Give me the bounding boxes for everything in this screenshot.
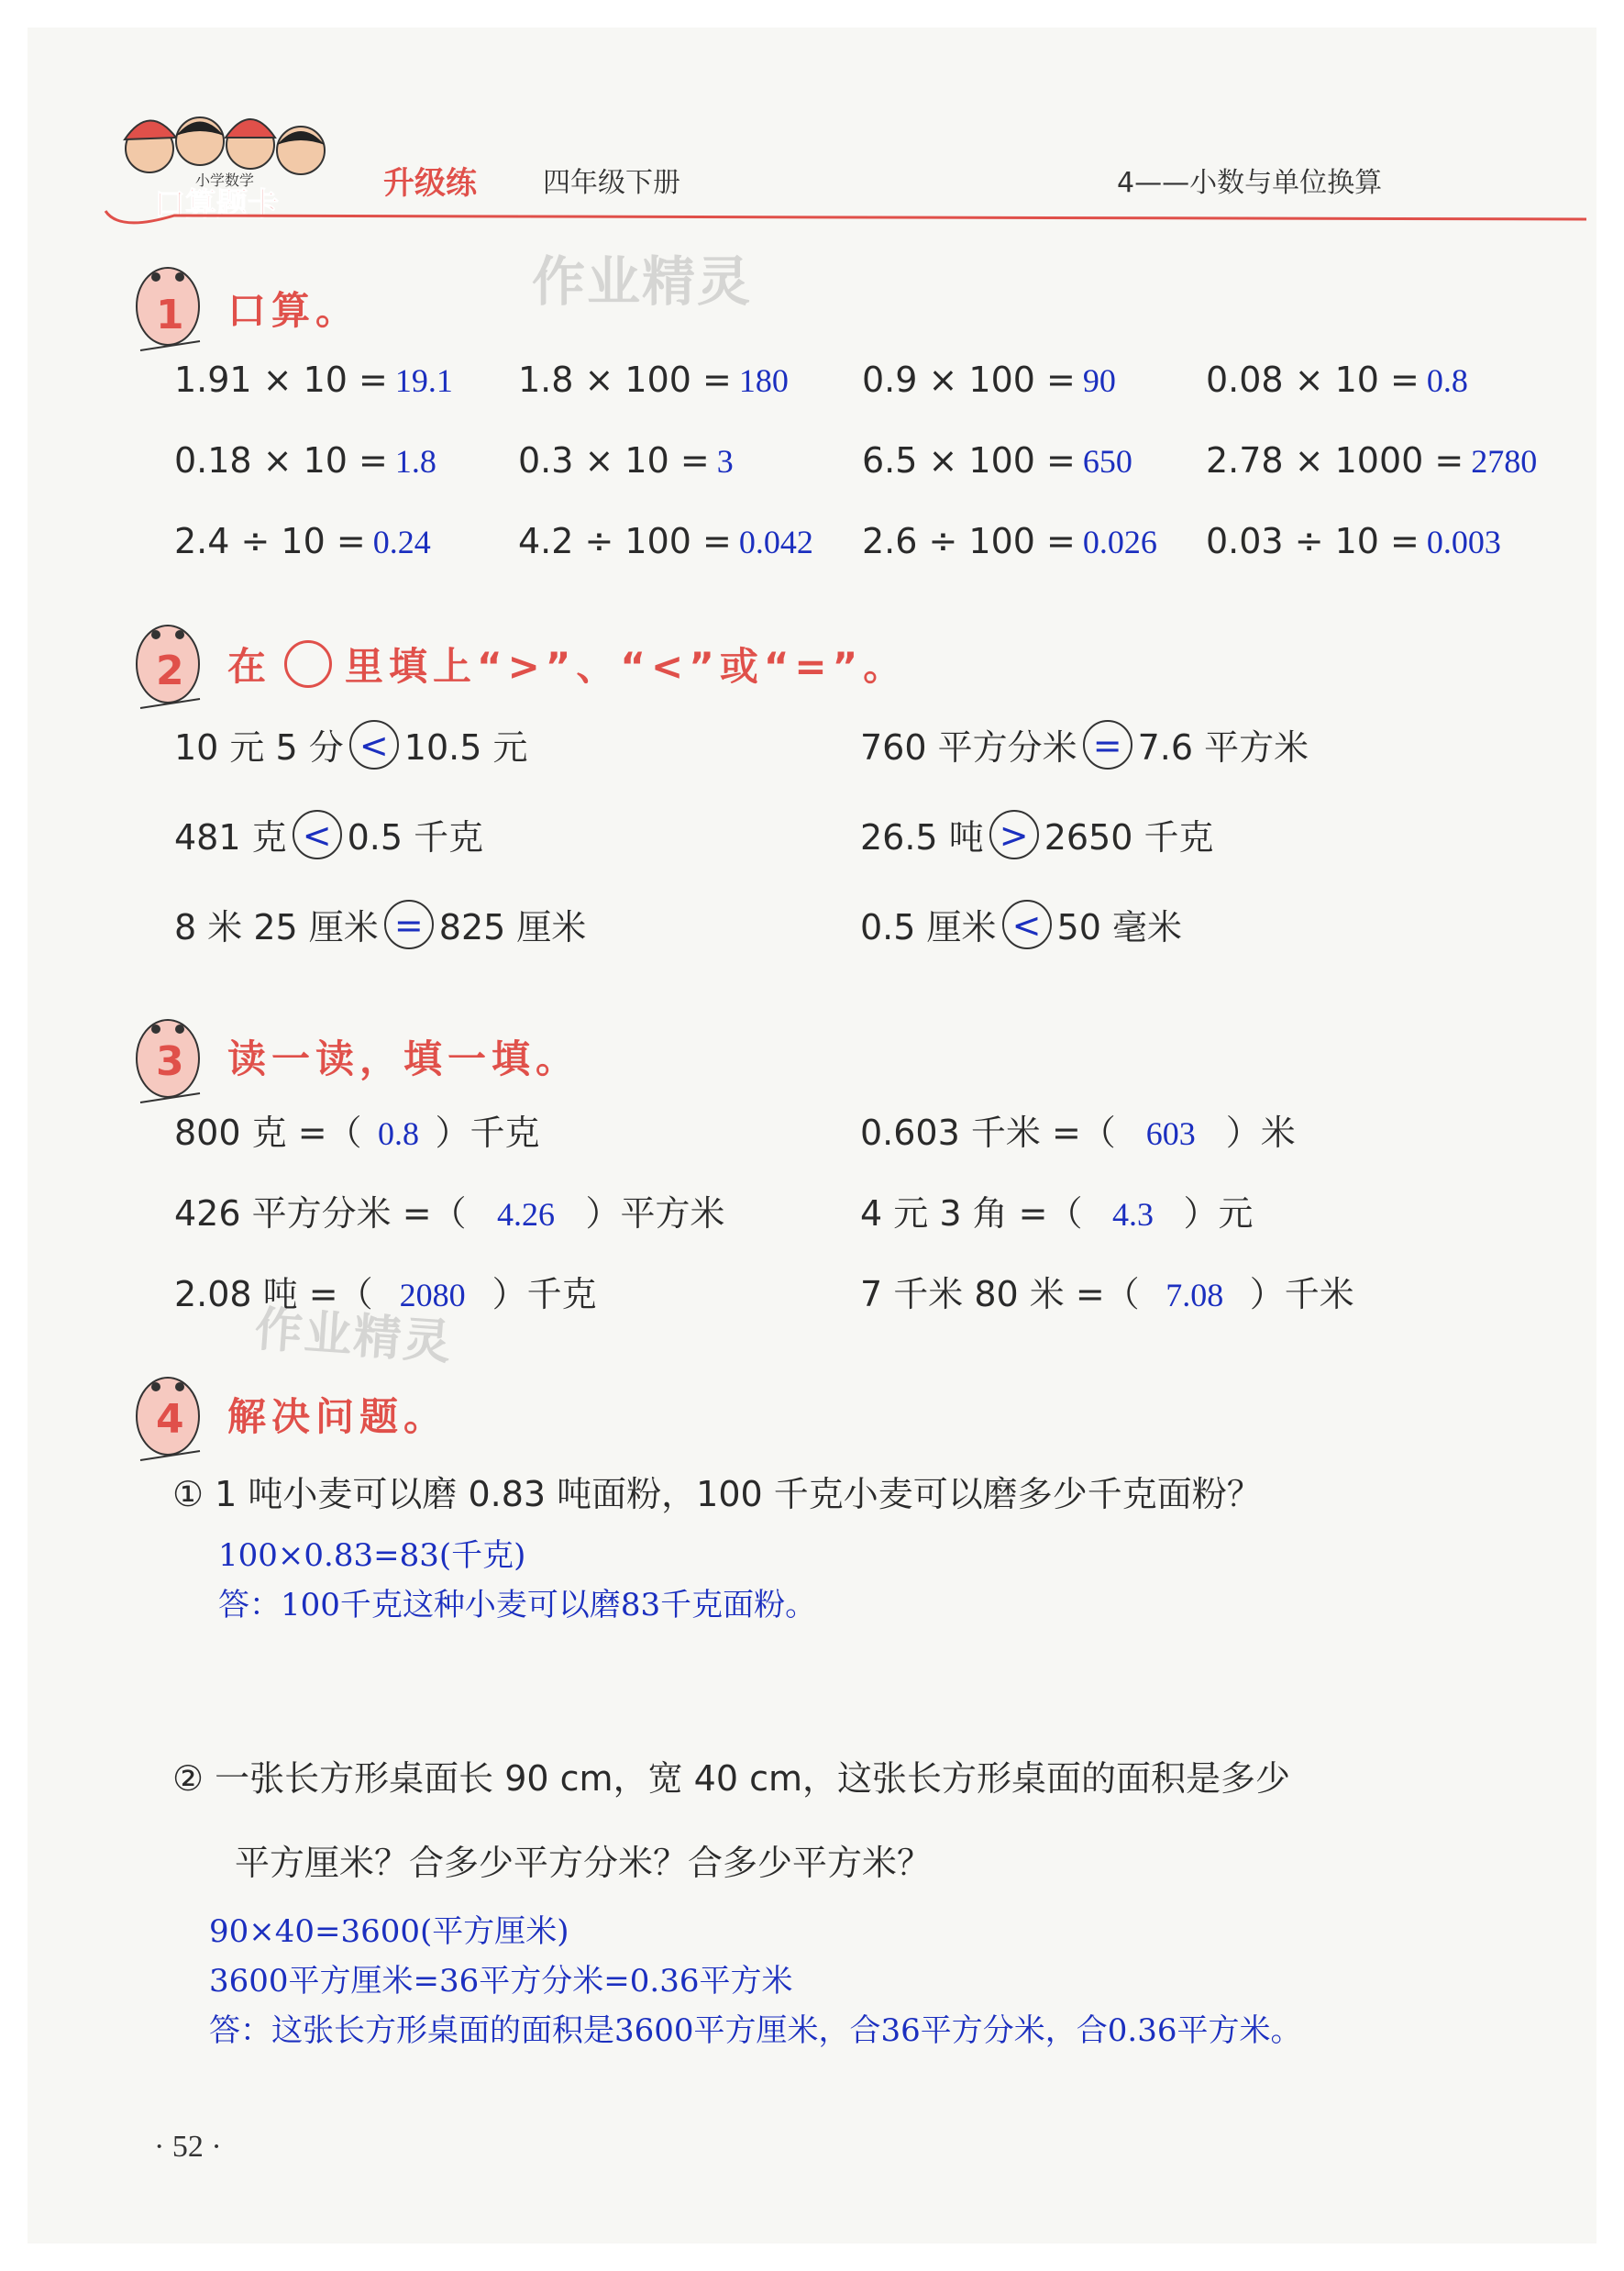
calc-expression: 0.3 × 10 = — [518, 440, 710, 481]
compare-item — [174, 899, 586, 949]
fill-answer: 603 — [1145, 1115, 1196, 1152]
fill-answer: 4.26 — [497, 1196, 556, 1233]
calc-expression: 4.2 ÷ 100 = — [518, 521, 732, 561]
calc-answer: 650 — [1082, 443, 1132, 480]
calc-expression: 0.03 ÷ 10 = — [1206, 521, 1420, 561]
compare-sign: < — [293, 810, 342, 859]
problem-1-question: ① 1 吨小麦可以磨 0.83 吨面粉，100 千克小麦可以磨多少千克面粉？ — [172, 1474, 1262, 1514]
problem-2-question-line2: 平方厘米？合多少平方分米？合多少平方米？ — [235, 1843, 933, 1883]
calc-item — [174, 440, 436, 481]
calc-answer: 0.24 — [372, 524, 431, 560]
calc-expression: 2.4 ÷ 10 = — [174, 521, 366, 561]
fill-left: 0.603 千米 =（ — [860, 1113, 1116, 1153]
compare-left: 481 克 — [174, 817, 287, 858]
calc-answer: 1.8 — [394, 443, 436, 480]
calc-answer: 2780 — [1471, 443, 1538, 480]
section-4-title: 解决问题。 — [227, 1394, 448, 1439]
section-2-number: 2 — [156, 648, 184, 694]
problem-1-answer-text: 答：100千克这种小麦可以磨83千克面粉。 — [218, 1587, 817, 1623]
fill-right: ）千克 — [492, 1274, 597, 1314]
fill-answer: 2080 — [399, 1277, 466, 1313]
compare-right: 2650 千克 — [1044, 817, 1214, 858]
calc-expression: 2.6 ÷ 100 = — [862, 521, 1076, 561]
fill-left: 800 克 =（ — [174, 1113, 362, 1153]
compare-right: 7.6 平方米 — [1137, 727, 1309, 768]
fill-answer: 0.8 — [378, 1115, 420, 1152]
calc-item — [518, 440, 734, 481]
fill-right: ）平方米 — [585, 1193, 725, 1234]
header-grade: 四年级下册 — [543, 167, 680, 199]
problem-2-answer-convert: 3600平方厘米=36平方分米=0.36平方米 — [209, 1963, 793, 2000]
calc-item — [862, 440, 1132, 481]
problem-1-answer-calc: 100×0.83=83(千克) — [218, 1537, 526, 1574]
compare-left: 0.5 厘米 — [860, 907, 997, 947]
calc-answer: 19.1 — [394, 362, 453, 399]
fill-item — [860, 1185, 1254, 1235]
compare-right: 825 厘米 — [438, 907, 587, 947]
fill-answer: 7.08 — [1166, 1277, 1224, 1313]
compare-sign: < — [349, 720, 399, 770]
problem-2-answer-text: 答：这张长方形桌面的面积是3600平方厘米，合36平方分米，合0.36平方米。 — [209, 2012, 1302, 2049]
compare-right: 0.5 千克 — [347, 817, 484, 858]
compare-sign: = — [384, 900, 434, 949]
section-1-title: 口算。 — [227, 288, 360, 333]
calc-expression: 0.18 × 10 = — [174, 440, 388, 481]
calc-answer: 3 — [716, 443, 734, 480]
fill-left: 2.08 吨 =（ — [174, 1274, 373, 1314]
compare-item — [860, 719, 1309, 770]
calc-item — [1206, 440, 1537, 481]
section-3-number: 3 — [156, 1038, 184, 1085]
compare-sign: = — [1083, 720, 1132, 770]
section-2-title — [227, 637, 907, 692]
compare-left: 26.5 吨 — [860, 817, 984, 858]
page-number: · 52 · — [154, 2130, 222, 2164]
section-1-number: 1 — [156, 292, 184, 338]
calc-expression: 0.08 × 10 = — [1206, 360, 1420, 400]
fill-item — [174, 1266, 597, 1316]
compare-left: 10 元 5 分 — [174, 727, 344, 768]
fill-left: 426 平方分米 =（ — [174, 1193, 467, 1234]
calc-item — [1206, 360, 1468, 400]
logo-kids-icon — [108, 84, 374, 222]
section-3-title: 读一读，填一填。 — [227, 1036, 580, 1081]
compare-item — [860, 899, 1182, 949]
section-2-title-pre: 在 — [227, 644, 272, 689]
calc-answer: 0.026 — [1082, 524, 1157, 560]
calc-item — [174, 360, 453, 400]
calc-expression: 6.5 × 100 = — [862, 440, 1076, 481]
fill-right: ）千克 — [435, 1113, 540, 1153]
compare-right: 50 毫米 — [1056, 907, 1182, 947]
fill-answer: 4.3 — [1112, 1196, 1154, 1233]
calc-expression: 1.91 × 10 = — [174, 360, 388, 400]
calc-answer: 0.042 — [738, 524, 813, 560]
fill-left: 7 千米 80 米 =（ — [860, 1274, 1140, 1314]
calc-answer: 0.003 — [1426, 524, 1501, 560]
calc-item — [518, 360, 789, 400]
watermark-top: 作业精灵 — [532, 250, 753, 313]
calc-answer: 90 — [1082, 362, 1116, 399]
fill-item — [860, 1266, 1354, 1316]
problem-2-answer-calc: 90×40=3600(平方厘米) — [209, 1913, 569, 1950]
compare-item — [860, 809, 1214, 859]
blank-circle-icon — [284, 640, 332, 688]
problem-2-question-line1: ② 一张长方形桌面长 90 cm，宽 40 cm，这张长方形桌面的面积是多少 — [172, 1758, 1290, 1799]
calc-expression: 2.78 × 1000 = — [1206, 440, 1464, 481]
compare-sign: < — [1002, 900, 1052, 949]
section-4-number: 4 — [156, 1396, 184, 1443]
compare-sign: > — [989, 810, 1039, 859]
compare-item — [174, 719, 527, 770]
header-divider — [101, 206, 1586, 243]
calc-item — [1206, 521, 1501, 561]
calc-answer: 0.8 — [1426, 362, 1468, 399]
fill-item — [174, 1185, 725, 1235]
fill-left: 4 元 3 角 =（ — [860, 1193, 1083, 1234]
logo-title-text: 口算题卡 — [154, 186, 279, 222]
fill-right: ）米 — [1225, 1113, 1296, 1153]
compare-item — [174, 809, 483, 859]
calc-answer: 180 — [738, 362, 789, 399]
calc-expression: 0.9 × 100 = — [862, 360, 1076, 400]
compare-right: 10.5 元 — [403, 727, 528, 768]
calc-item — [862, 521, 1157, 561]
calc-item — [862, 360, 1116, 400]
calc-item — [518, 521, 813, 561]
calc-expression: 1.8 × 100 = — [518, 360, 732, 400]
compare-left: 8 米 25 厘米 — [174, 907, 379, 947]
fill-item — [860, 1104, 1296, 1155]
calc-item — [174, 521, 431, 561]
fill-right: ）元 — [1183, 1193, 1254, 1234]
compare-left: 760 平方分米 — [860, 727, 1077, 768]
fill-item — [174, 1104, 540, 1155]
watermark-middle: 作业精灵 — [252, 1302, 455, 1371]
header-topic: 4——小数与单位换算 — [1117, 167, 1383, 199]
fill-right: ）千米 — [1249, 1274, 1354, 1314]
section-2-title-post: 里填上“>”、“<”或“=”。 — [345, 644, 908, 689]
header-level: 升级练 — [383, 165, 477, 202]
logo-small-text: 小学数学 — [195, 172, 255, 189]
